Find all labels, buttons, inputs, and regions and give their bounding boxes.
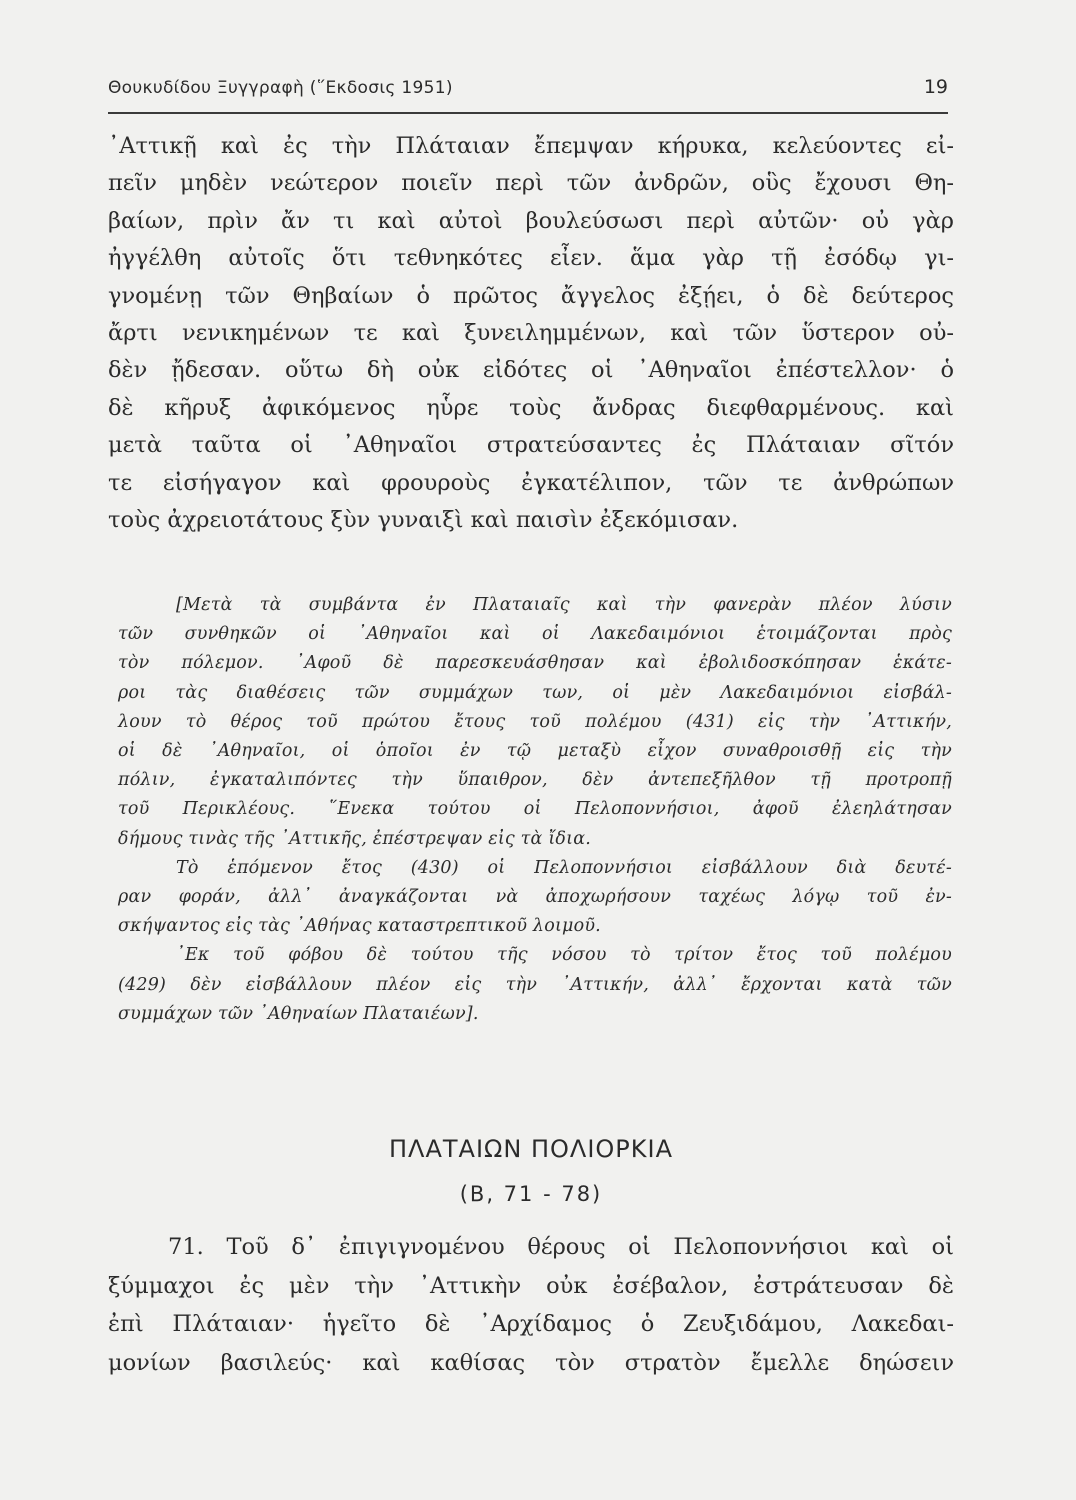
- text-line: ξύμμαχοι ἐς μὲν τὴν ᾿Αττικὴν οὐκ ἐσέβαλον, ἐστράτευσαν δὲ: [108, 1272, 954, 1299]
- summary-note: [118, 591, 952, 1029]
- text-line: δὲ κῆρυξ ἀφικόμενος ηὗρε τοὺς ἄνδρας διεφθαρμένους. καὶ: [108, 394, 954, 421]
- text-line: ἄρτι νενικημένων τε καὶ ξυνειλημμένων, καὶ τῶν ὕστερον οὐ-: [108, 320, 954, 347]
- note-line: (429) δὲν εἰσβάλλουν πλέον εἰς τὴν ᾿Αττικήν, ἀλλ᾿ ἔρχονται κατὰ τῶν: [118, 974, 952, 995]
- note-line: τοῦ Περικλέους. ῞Ενεκα τούτου οἱ Πελοποννήσιοι, ἀφοῦ ἐλεηλάτησαν: [118, 799, 952, 820]
- text-line: πεῖν μηδὲν νεώτερον ποιεῖν περὶ τῶν ἀνδρῶν, οὓς ἔχουσι Θη-: [108, 170, 954, 197]
- text-line: δὲν ᾔδεσαν. οὕτω δὴ οὐκ εἰδότες οἱ ᾿Αθηναῖοι ἐπέστελλον· ὁ: [108, 357, 954, 384]
- note-line: τῶν συνθηκῶν οἱ ᾿Αθηναῖοι καὶ οἱ Λακεδαιμόνιοι ἑτοιμάζονται πρὸς: [118, 624, 952, 645]
- note-line: σκήψαντος εἰς τὰς ᾿Αθήνας καταστρεπτικοῦ λοιμοῦ.: [118, 916, 601, 937]
- text-line: ἠγγέλθη αὐτοῖς ὅτι τεθνηκότες εἶεν. ἅμα γὰρ τῇ ἐσόδῳ γι-: [108, 245, 954, 272]
- main-text: [108, 128, 954, 539]
- running-header: [108, 76, 948, 106]
- chapter-text: [108, 1228, 954, 1382]
- section-heading: ΠΛΑΤΑΙΩΝ ΠΟΛΙΟΡΚΙΑ: [389, 1135, 673, 1163]
- text-line: τοὺς ἀχρειοτάτους ξὺν γυναιξὶ καὶ παισὶν ἐξεκόμισαν.: [108, 507, 739, 534]
- text-line: μετὰ ταῦτα οἱ ᾿Αθηναῖοι στρατεύσαντες ἐς Πλάταιαν σῖτόν: [108, 432, 954, 459]
- text-line: 71. Τοῦ δ᾿ ἐπιγιγνομένου θέρους οἱ Πελοποννήσιοι καὶ οἱ: [168, 1234, 954, 1260]
- note-line: Τὸ ἑπόμενον ἔτος (430) οἱ Πελοποννήσιοι εἰσβάλλουν διὰ δευτέ-: [176, 857, 952, 878]
- text-line: τε εἰσήγαγον καὶ φρουροὺς ἐγκατέλιπον, τῶν τε ἀνθρώπων: [108, 469, 954, 496]
- text-line: βαίων, πρὶν ἄν τι καὶ αὐτοὶ βουλεύσωσι περὶ αὐτῶν· οὐ γὰρ: [108, 207, 954, 234]
- note-line: δήμους τινὰς τῆς ᾿Αττικῆς, ἐπέστρεψαν εἰς τὰ ἴδια.: [118, 828, 591, 849]
- note-line: ραν φοράν, ἀλλ᾿ ἀναγκάζονται νὰ ἀποχωρήσουν ταχέως λόγῳ τοῦ ἐν-: [118, 887, 952, 908]
- text-line: γνομένῃ τῶν Θηβαίων ὁ πρῶτος ἄγγελος ἐξῄει, ὁ δὲ δεύτερος: [108, 282, 954, 309]
- text-line: μονίων βασιλεύς· καὶ καθίσας τὸν στρατὸν ἔμελλε δηώσειν: [108, 1349, 954, 1376]
- header-rule: [108, 112, 948, 114]
- note-line: τὸν πόλεμον. ᾿Αφοῦ δὲ παρεσκευάσθησαν καὶ ἐβολιδοσκόπησαν ἑκάτε-: [118, 653, 952, 674]
- note-line: πόλιν, ἐγκαταλιπόντες τὴν ὕπαιθρον, δὲν ἀντεπεξῆλθον τῇ προτροπῇ: [118, 770, 952, 791]
- note-line: [Μετὰ τὰ συμβάντα ἐν Πλαταιαῖς καὶ τὴν φανερὰν πλέον λύσιν: [176, 595, 952, 615]
- note-line: συμμάχων τῶν ᾿Αθηναίων Πλαταιέων].: [118, 1003, 479, 1024]
- text-line: ᾿Αττικῇ καὶ ἐς τὴν Πλάταιαν ἔπεμψαν κήρυκα, κελεύοντες εἰ-: [108, 133, 954, 159]
- page-number: 19: [923, 76, 948, 98]
- running-title: Θουκυδίδου Ξυγγραφὴ (῞Εκδοσις 1951): [108, 78, 453, 98]
- note-line: λουν τὸ θέρος τοῦ πρώτου ἔτους τοῦ πολέμου (431) εἰς τὴν ᾿Αττικήν,: [118, 711, 952, 732]
- note-line: ᾿Εκ τοῦ φόβου δὲ τούτου τῆς νόσου τὸ τρίτον ἔτος τοῦ πολέμου: [176, 945, 952, 966]
- section-reference: (Β, 71 - 78): [459, 1182, 603, 1206]
- note-line: οἱ δὲ ᾿Αθηναῖοι, οἱ ὁποῖοι ἐν τῷ μεταξὺ εἶχον συναθροισθῇ εἰς τὴν: [118, 741, 952, 762]
- note-line: ροι τὰς διαθέσεις τῶν συμμάχων των, οἱ μὲν Λακεδαιμόνιοι εἰσβάλ-: [118, 682, 952, 703]
- text-line: ἐπὶ Πλάταιαν· ἡγεῖτο δὲ ᾿Αρχίδαμος ὁ Ζευξιδάμου, Λακεδαι-: [108, 1311, 954, 1337]
